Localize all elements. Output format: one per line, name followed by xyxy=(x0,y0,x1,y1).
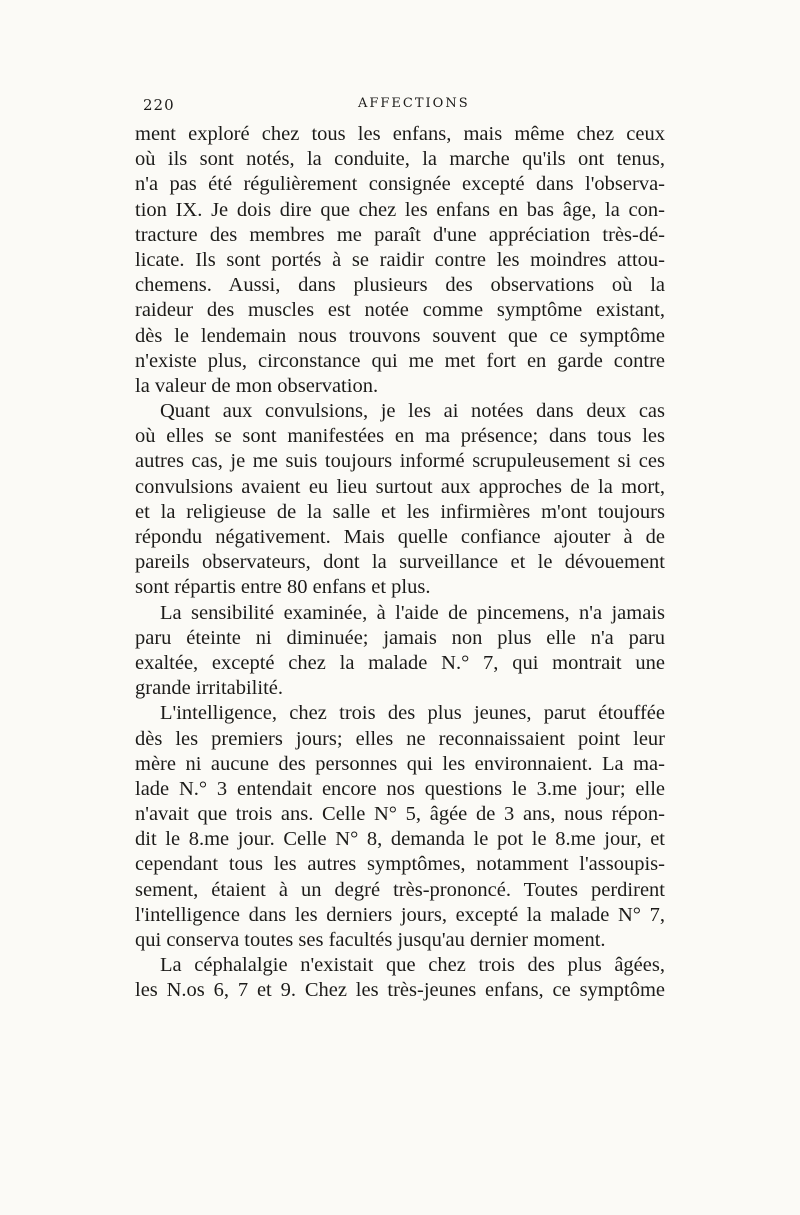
paragraph xyxy=(135,122,665,399)
text-line: répondu négativement. Mais quelle confiance ajouter à de xyxy=(135,526,665,548)
text-line: dès les premiers jours; elles ne reconnaissaient point leur xyxy=(135,727,665,750)
text-line: autres cas, je me suis toujours informé scrupuleusement si ces xyxy=(135,450,665,473)
paragraph xyxy=(135,399,665,601)
text-line: la valeur de mon observation. xyxy=(135,374,379,397)
paragraph xyxy=(135,701,665,953)
text-line: n'avait que trois ans. Celle N° 5, âgée de 3 ans, nous répon- xyxy=(135,803,665,826)
text-line: les N.os 6, 7 et 9. Chez les très-jeunes enfans, ce symptôme xyxy=(135,979,665,1002)
paragraph xyxy=(135,953,665,1003)
text-line: chemens. Aussi, dans plusieurs des observations où la xyxy=(135,274,665,297)
text-line: où elles se sont manifestées en ma présence; dans tous les xyxy=(135,425,665,448)
text-line: dès le lendemain nous trouvons souvent que ce symptôme xyxy=(135,324,665,347)
text-line: convulsions avaient eu lieu surtout aux approches de la mort, xyxy=(135,475,665,498)
text-line: dit le 8.me jour. Celle N° 8, demanda le pot le 8.me jour, et xyxy=(135,828,665,851)
text-line: mère ni aucune des personnes qui les environnaient. La ma- xyxy=(135,752,665,775)
text-line: tracture des membres me paraît d'une appréciation très-dé- xyxy=(135,223,665,246)
text-line: licate. Ils sont portés à se raidir contre les moindres attou- xyxy=(135,248,665,271)
text-line: paru éteinte ni diminuée; jamais non plus elle n'a paru xyxy=(135,626,665,649)
text-line: qui conserva toutes ses facultés jusqu'au dernier moment. xyxy=(135,929,606,951)
running-head: AFFECTIONS xyxy=(358,96,470,111)
text-line: Quant aux convulsions, je les ai notées dans deux cas xyxy=(160,400,665,423)
text-line: où ils sont notés, la conduite, la marche qu'ils ont tenus, xyxy=(135,148,665,171)
text-line: La sensibilité examinée, à l'aide de pincemens, n'a jamais xyxy=(160,601,665,624)
text-line: n'existe plus, circonstance qui me met fort en garde contre xyxy=(135,349,665,372)
text-line: ment exploré chez tous les enfans, mais même chez ceux xyxy=(135,123,665,145)
text-line: et la religieuse de la salle et les infirmières m'ont toujours xyxy=(135,500,665,523)
text-line: raideur des muscles est notée comme symptôme existant, xyxy=(135,299,665,322)
text-line: sement, étaient à un degré très-prononcé. Toutes perdirent xyxy=(135,878,665,901)
text-line: lade N.° 3 entendait encore nos questions le 3.me jour; elle xyxy=(135,777,665,800)
text-line: n'a pas été régulièrement consignée excepté dans l'observa- xyxy=(135,173,665,196)
text-line: exaltée, excepté chez la malade N.° 7, qui montrait une xyxy=(135,651,665,674)
text-line: grande irritabilité. xyxy=(135,677,283,700)
text-line: pareils observateurs, dont la surveillance et le dévouement xyxy=(135,551,665,574)
text-line: l'intelligence dans les derniers jours, excepté la malade N° 7, xyxy=(135,903,665,926)
text-line: sont répartis entre 80 enfans et plus. xyxy=(135,576,431,599)
text-line: La céphalalgie n'existait que chez trois des plus âgées, xyxy=(160,954,665,977)
page-number: 220 xyxy=(143,96,175,114)
text-line: cependant tous les autres symptômes, notamment l'assoupis- xyxy=(135,853,665,876)
text-line: L'intelligence, chez trois des plus jeunes, parut étouffée xyxy=(160,702,665,725)
body-text xyxy=(135,122,665,1004)
page-header xyxy=(143,96,663,120)
text-line: tion IX. Je dois dire que chez les enfans en bas âge, la con- xyxy=(135,198,665,221)
paragraph xyxy=(135,601,665,702)
